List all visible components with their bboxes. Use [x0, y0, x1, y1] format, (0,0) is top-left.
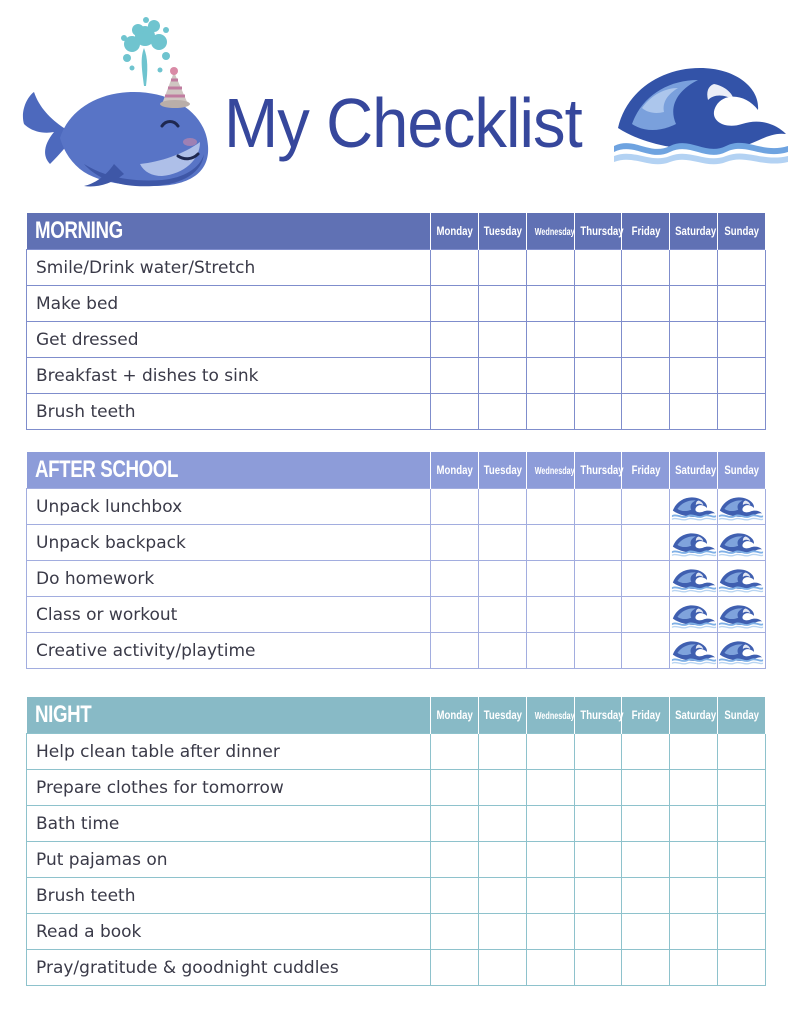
check-cell[interactable]: [622, 322, 670, 358]
day-header: Friday: [622, 452, 670, 489]
check-cell[interactable]: [431, 633, 479, 669]
check-cell[interactable]: [574, 842, 622, 878]
check-cell[interactable]: [718, 914, 766, 950]
day-header: Saturday: [670, 213, 718, 250]
morning-header-row: [27, 213, 766, 250]
check-cell[interactable]: [718, 286, 766, 322]
check-cell[interactable]: [526, 597, 574, 633]
task-label: Class or workout: [27, 597, 431, 633]
check-cell[interactable]: [526, 734, 574, 770]
check-cell[interactable]: [478, 770, 526, 806]
check-cell[interactable]: [478, 806, 526, 842]
check-cell[interactable]: [670, 322, 718, 358]
task-row: [27, 286, 766, 322]
day-header: Thursday: [574, 452, 622, 489]
check-cell[interactable]: [478, 286, 526, 322]
check-cell[interactable]: [526, 914, 574, 950]
task-row: [27, 250, 766, 286]
morning-section: [26, 213, 765, 430]
check-cell[interactable]: [526, 633, 574, 669]
task-label: Make bed: [27, 286, 431, 322]
check-cell[interactable]: [718, 734, 766, 770]
check-cell[interactable]: [431, 770, 479, 806]
day-header: Wednesday: [526, 213, 574, 250]
check-cell[interactable]: [670, 770, 718, 806]
check-cell[interactable]: [574, 806, 622, 842]
day-header: Saturday: [670, 697, 718, 734]
wave-icon: [671, 635, 717, 667]
check-cell[interactable]: [478, 914, 526, 950]
task-label: Get dressed: [27, 322, 431, 358]
after-school-header-row: [27, 452, 766, 489]
weekend-cell: [718, 633, 766, 669]
wave-icon: [671, 527, 717, 559]
check-cell[interactable]: [478, 633, 526, 669]
weekend-cell: [718, 489, 766, 525]
check-cell[interactable]: [622, 806, 670, 842]
check-cell[interactable]: [622, 525, 670, 561]
task-label: Unpack backpack: [27, 525, 431, 561]
check-cell[interactable]: [431, 358, 479, 394]
check-cell[interactable]: [574, 878, 622, 914]
check-cell[interactable]: [478, 322, 526, 358]
check-cell[interactable]: [574, 525, 622, 561]
check-cell[interactable]: [431, 734, 479, 770]
check-cell[interactable]: [670, 358, 718, 394]
check-cell[interactable]: [431, 561, 479, 597]
check-cell[interactable]: [431, 394, 479, 430]
whale-icon: [14, 14, 214, 192]
wave-icon: [718, 599, 764, 631]
check-cell[interactable]: [718, 358, 766, 394]
after-school-table: [26, 452, 766, 669]
day-header: Monday: [431, 213, 479, 250]
check-cell[interactable]: [622, 597, 670, 633]
check-cell[interactable]: [431, 842, 479, 878]
check-cell[interactable]: [622, 633, 670, 669]
check-cell[interactable]: [718, 250, 766, 286]
check-cell[interactable]: [622, 914, 670, 950]
task-row: [27, 950, 766, 986]
check-cell[interactable]: [526, 950, 574, 986]
wave-icon: [671, 563, 717, 595]
task-row: [27, 914, 766, 950]
check-cell[interactable]: [478, 561, 526, 597]
wave-icon: [718, 491, 764, 523]
check-cell[interactable]: [622, 734, 670, 770]
night-table: [26, 697, 766, 986]
check-cell[interactable]: [574, 394, 622, 430]
check-cell[interactable]: [431, 286, 479, 322]
task-row: [27, 878, 766, 914]
check-cell[interactable]: [718, 806, 766, 842]
check-cell[interactable]: [431, 914, 479, 950]
check-cell[interactable]: [431, 806, 479, 842]
check-cell[interactable]: [574, 322, 622, 358]
night-title: NIGHT: [27, 697, 431, 734]
check-cell[interactable]: [622, 358, 670, 394]
day-header: Monday: [431, 452, 479, 489]
day-header: Sunday: [718, 452, 766, 489]
check-cell[interactable]: [670, 394, 718, 430]
after-school-title: AFTER SCHOOL: [27, 452, 431, 489]
task-label: Brush teeth: [27, 394, 431, 430]
check-cell[interactable]: [718, 878, 766, 914]
task-label: Do homework: [27, 561, 431, 597]
check-cell[interactable]: [526, 489, 574, 525]
after-school-section: [26, 452, 765, 669]
task-label: Pray/gratitude & goodnight cuddles: [27, 950, 431, 986]
task-label: Bath time: [27, 806, 431, 842]
check-cell[interactable]: [574, 489, 622, 525]
check-cell[interactable]: [478, 394, 526, 430]
day-header: Friday: [622, 697, 670, 734]
check-cell[interactable]: [574, 286, 622, 322]
check-cell[interactable]: [526, 806, 574, 842]
task-row: [27, 842, 766, 878]
task-row: [27, 770, 766, 806]
task-label: Brush teeth: [27, 878, 431, 914]
check-cell[interactable]: [478, 950, 526, 986]
check-cell[interactable]: [670, 286, 718, 322]
task-label: Breakfast + dishes to sink: [27, 358, 431, 394]
check-cell[interactable]: [478, 842, 526, 878]
task-row: [27, 489, 766, 525]
morning-table: [26, 213, 766, 430]
check-cell[interactable]: [718, 842, 766, 878]
check-cell[interactable]: [526, 358, 574, 394]
check-cell[interactable]: [526, 525, 574, 561]
day-header: Wednesday: [526, 697, 574, 734]
day-header: Thursday: [574, 213, 622, 250]
check-cell[interactable]: [526, 286, 574, 322]
day-header: Wednesday: [526, 452, 574, 489]
wave-icon: [612, 58, 790, 168]
check-cell[interactable]: [526, 842, 574, 878]
wave-icon: [671, 491, 717, 523]
check-cell[interactable]: [478, 878, 526, 914]
check-cell[interactable]: [574, 734, 622, 770]
task-label: Put pajamas on: [27, 842, 431, 878]
day-header: Thursday: [574, 697, 622, 734]
check-cell[interactable]: [574, 950, 622, 986]
check-cell[interactable]: [478, 358, 526, 394]
check-cell[interactable]: [431, 489, 479, 525]
day-header: Monday: [431, 697, 479, 734]
day-header: Friday: [622, 213, 670, 250]
task-label: Help clean table after dinner: [27, 734, 431, 770]
check-cell[interactable]: [718, 322, 766, 358]
check-cell[interactable]: [431, 950, 479, 986]
weekend-cell: [670, 525, 718, 561]
weekend-cell: [670, 633, 718, 669]
check-cell[interactable]: [718, 770, 766, 806]
weekend-cell: [670, 561, 718, 597]
check-cell[interactable]: [526, 322, 574, 358]
check-cell[interactable]: [574, 914, 622, 950]
check-cell[interactable]: [574, 770, 622, 806]
check-cell[interactable]: [431, 525, 479, 561]
check-cell[interactable]: [622, 394, 670, 430]
day-header: Sunday: [718, 213, 766, 250]
check-cell[interactable]: [670, 914, 718, 950]
check-cell[interactable]: [431, 250, 479, 286]
weekend-cell: [718, 525, 766, 561]
check-cell[interactable]: [574, 597, 622, 633]
task-label: Unpack lunchbox: [27, 489, 431, 525]
night-section: [26, 697, 765, 986]
task-row: [27, 806, 766, 842]
task-row: [27, 734, 766, 770]
day-header: Tuesday: [478, 213, 526, 250]
task-label: Smile/Drink water/Stretch: [27, 250, 431, 286]
check-cell[interactable]: [431, 597, 479, 633]
check-cell[interactable]: [526, 878, 574, 914]
task-row: [27, 597, 766, 633]
task-row: [27, 633, 766, 669]
check-cell[interactable]: [478, 489, 526, 525]
check-cell[interactable]: [718, 394, 766, 430]
check-cell[interactable]: [670, 842, 718, 878]
check-cell[interactable]: [526, 394, 574, 430]
weekend-cell: [670, 489, 718, 525]
task-label: Read a book: [27, 914, 431, 950]
check-cell[interactable]: [574, 358, 622, 394]
task-row: [27, 322, 766, 358]
check-cell[interactable]: [478, 250, 526, 286]
check-cell[interactable]: [526, 250, 574, 286]
task-label: Creative activity/playtime: [27, 633, 431, 669]
weekend-cell: [670, 597, 718, 633]
night-header-row: [27, 697, 766, 734]
check-cell[interactable]: [670, 250, 718, 286]
check-cell[interactable]: [574, 561, 622, 597]
check-cell[interactable]: [574, 250, 622, 286]
check-cell[interactable]: [670, 950, 718, 986]
check-cell[interactable]: [526, 561, 574, 597]
morning-title: MORNING: [27, 213, 431, 250]
check-cell[interactable]: [622, 286, 670, 322]
task-row: [27, 358, 766, 394]
weekend-cell: [718, 561, 766, 597]
check-cell[interactable]: [622, 250, 670, 286]
check-cell[interactable]: [574, 633, 622, 669]
day-header: Tuesday: [478, 697, 526, 734]
check-cell[interactable]: [478, 734, 526, 770]
check-cell[interactable]: [622, 489, 670, 525]
check-cell[interactable]: [478, 525, 526, 561]
check-cell[interactable]: [670, 878, 718, 914]
task-row: [27, 394, 766, 430]
day-header: Saturday: [670, 452, 718, 489]
weekend-cell: [718, 597, 766, 633]
check-cell[interactable]: [670, 806, 718, 842]
page-title: My Checklist: [224, 84, 582, 162]
check-cell[interactable]: [622, 770, 670, 806]
check-cell[interactable]: [526, 770, 574, 806]
wave-icon: [718, 635, 764, 667]
check-cell[interactable]: [622, 561, 670, 597]
task-label: Prepare clothes for tomorrow: [27, 770, 431, 806]
check-cell[interactable]: [622, 878, 670, 914]
wave-icon: [718, 563, 764, 595]
check-cell[interactable]: [622, 842, 670, 878]
check-cell[interactable]: [431, 322, 479, 358]
check-cell[interactable]: [478, 597, 526, 633]
check-cell[interactable]: [718, 950, 766, 986]
day-header: Sunday: [718, 697, 766, 734]
wave-icon: [671, 599, 717, 631]
day-header: Tuesday: [478, 452, 526, 489]
task-row: [27, 525, 766, 561]
check-cell[interactable]: [431, 878, 479, 914]
wave-icon: [718, 527, 764, 559]
check-cell[interactable]: [670, 734, 718, 770]
check-cell[interactable]: [622, 950, 670, 986]
task-row: [27, 561, 766, 597]
